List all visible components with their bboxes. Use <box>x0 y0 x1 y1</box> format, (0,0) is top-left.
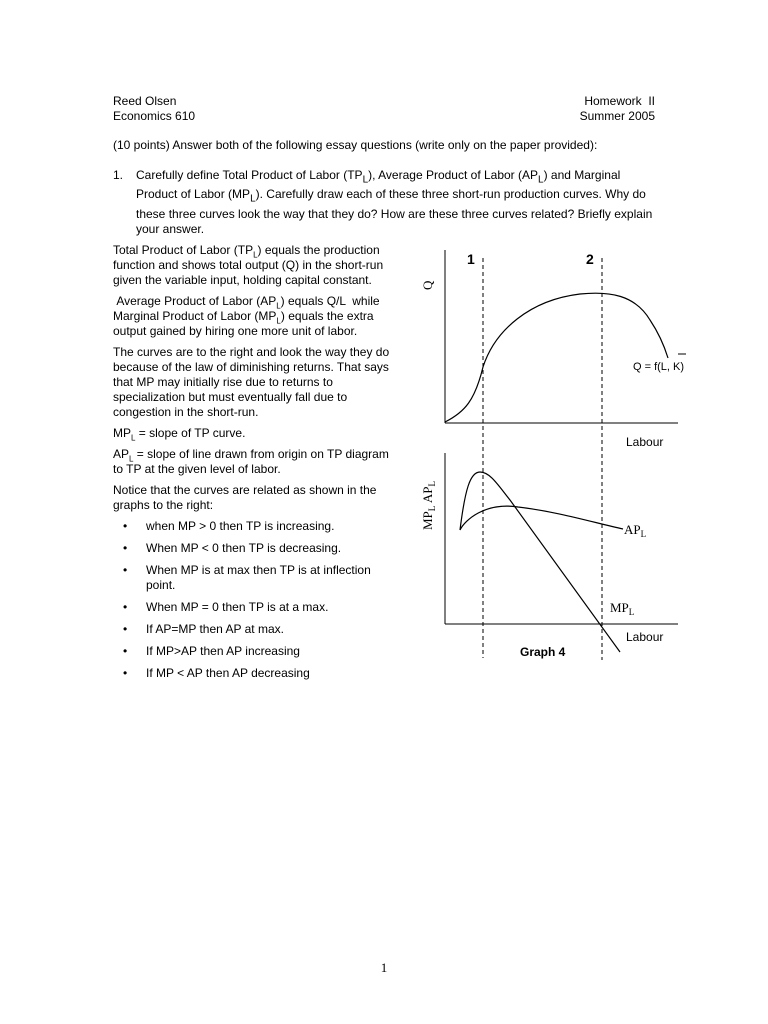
bullet-icon: • <box>123 563 128 577</box>
bottom-y-label: $MP_L$ $AP_L$ <box>420 481 437 530</box>
relation-item: • When MP = 0 then TP is at a max. <box>123 600 329 614</box>
mp-label: $MP_L$ <box>610 600 635 617</box>
relation-item: • When MP is at max then TP is at inflection point. <box>123 563 371 592</box>
bottom-x-label: Labour <box>626 630 664 644</box>
relation-item: • If MP < AP then AP decreasing <box>123 666 310 680</box>
bullet-icon: • <box>123 622 128 636</box>
header-left <box>113 94 195 124</box>
relations-list <box>113 519 398 681</box>
bullet-icon: • <box>123 541 128 555</box>
term-label: Summer 2005 <box>579 109 655 123</box>
ap-mp-definition: Average Product of Labor $(AP_L)$ equals Q/L while Marginal Product of Labor $(MP_L)$ equals the extra output gained by hiring one more unit of labor. <box>113 294 383 338</box>
relation-item: • When MP < 0 then TP is decreasing. <box>123 541 342 555</box>
intro-text: (10 points) Answer both of the following essay questions (write only on the paper provided): <box>113 138 598 152</box>
bullet-icon: • <box>123 666 128 680</box>
ap-label: $AP_L$ <box>624 522 647 539</box>
bullet-icon: • <box>123 644 128 658</box>
curves-explanation: The curves are to the right and look the way they do because of the law of diminishing returns. That says that MP may initially rise due to returns to specialization but must eventually fall due to congestion in the short-run. <box>113 345 390 419</box>
question-number: 1. <box>113 168 124 182</box>
mp-slope-note: $MP_L$ = slope of TP curve. <box>113 426 246 443</box>
graph-caption: Graph 4 <box>520 645 566 659</box>
answer-block <box>113 243 398 688</box>
marker-2: 2 <box>586 251 594 267</box>
ap-slope-note: $AP_L$ = slope of line drawn from origin on TP diagram to TP at the given level of labor. <box>113 447 389 476</box>
marker-1: 1 <box>467 251 475 267</box>
notice-text: Notice that the curves are related as shown in the graphs to the right: <box>113 483 377 512</box>
ap-curve <box>460 506 623 530</box>
production-graph <box>410 240 710 680</box>
header-right <box>580 94 655 124</box>
tp-definition: Total Product of Labor $(TP_L)$ equals the production function and shows total output (Q) in the short-run given the variable input, holding capital constant. <box>113 243 384 287</box>
page-number: 1 <box>380 960 388 975</box>
course-name: Economics 610 <box>113 109 196 123</box>
mp-curve <box>460 472 620 652</box>
tp-curve-label: Q = f(L, K) <box>633 361 685 373</box>
assignment-title: Homework II <box>584 94 655 108</box>
top-x-label: Labour <box>626 435 664 449</box>
relation-item: • when MP > 0 then TP is increasing. <box>123 519 335 533</box>
question-text: Carefully define Total Product of Labor $(TP_L)$, Average Product of Labor $(AP_L)$ and Marginal Product of Labor $(MP_L)$. Carefully draw each of these three short-run production curves. Why do these three curves look the way that they do? How are these three curves related? Briefly explain your answer. <box>136 168 653 236</box>
bullet-icon: • <box>123 600 128 614</box>
top-y-label: Q <box>420 280 435 290</box>
author-name: Reed Olsen <box>113 94 177 108</box>
bullet-icon: • <box>123 519 128 533</box>
relation-item: • If AP=MP then AP at max. <box>123 622 284 636</box>
tp-curve <box>445 293 668 422</box>
relation-item: • If MP>AP then AP increasing <box>123 644 300 658</box>
